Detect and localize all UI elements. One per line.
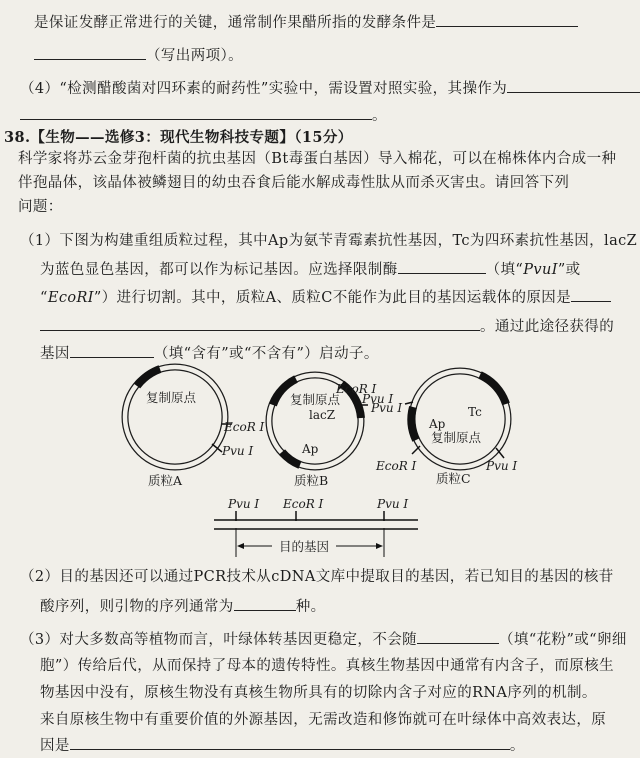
q38-p1-line1: （1）下图为构建重组质粒过程，其中Ap为氨苄青霉素抗性基因，Tc为四环素抗性基因，lacZ — [20, 233, 638, 249]
plasmid-b-lacz-label: lacZ — [309, 408, 336, 422]
plasmid-b-pvu-label: Pvu Ⅰ — [371, 401, 403, 415]
q37-line2: （写出两项）。 — [34, 45, 243, 66]
q38-intro-2: 伴孢晶体，该晶体被鳞翅目的幼虫吞食后能水解成毒性肽从而杀灭害虫。请回答下列 — [18, 175, 570, 191]
answer-blank[interactable] — [417, 629, 499, 644]
q38-p3-line4: 来自原核生物中有重要价值的外源基因，无需改造和修饰就可在叶绿体中高效表达，原 — [40, 712, 607, 728]
plasmid-c-ori-label: 复制原点 — [431, 430, 482, 445]
plasmid-a-pvu-label: Pvu Ⅰ — [222, 444, 254, 458]
plasmid-c-pvu-top-label: Pvu Ⅰ — [362, 392, 394, 406]
q38-intro-3: 问题： — [18, 199, 63, 215]
q38-p3-line1: （3）对大多数高等植物而言，叶绿体转基因更稳定，不会随 （填“花粉”或“卵细 — [20, 629, 627, 650]
plasmid-b-ecor-label: EcoR Ⅰ — [336, 382, 377, 396]
target-gene-diagram — [214, 497, 418, 557]
plasmid-b-ap-segment — [282, 452, 300, 465]
q38-p3-line2: 胞”）传给后代，从而保持了母本的遗传特性。真核生物基因中通常有内含子，而原核生 — [40, 658, 615, 674]
plasmid-a-ecor-label: EcoR Ⅰ — [224, 420, 265, 434]
q38-intro-1: 科学家将苏云金芽孢杆菌的抗虫基因（Bt毒蛋白基因）导入棉花，可以在棉株体内合成一种 — [18, 151, 617, 167]
plasmid-a-name: 质粒A — [148, 473, 183, 488]
q38-p2-line2: 酸序列，则引物的序列通常为 种。 — [40, 596, 326, 617]
gene-ecor-label: EcoR Ⅰ — [283, 497, 324, 511]
plasmid-c-ap-segment — [411, 407, 416, 440]
gene-pvu-left-label: Pvu Ⅰ — [228, 497, 260, 511]
plasmid-c — [361, 371, 517, 486]
q38-p2-line1: （2）目的基因还可以通过PCR技术从cDNA文库中提取目的基因，若已知目的基因的核苷 — [20, 569, 614, 585]
plasmid-c-name: 质粒C — [436, 471, 471, 486]
gene-pvu-right-label: Pvu Ⅰ — [377, 497, 409, 511]
q38-p3-line5: 因是 。 — [40, 735, 525, 756]
q38-p1-line4: 。通过此途径获得的 — [40, 316, 614, 337]
q37-line1: 是保证发酵正常进行的关键，通常制作果醋所指的发酵条件是 — [34, 12, 578, 33]
plasmid-a-ori-label: 复制原点 — [146, 390, 197, 405]
plasmid-a-ori-segment — [137, 369, 160, 386]
plasmid-c-pvu-label: Pvu Ⅰ — [486, 459, 518, 473]
plasmid-c-ap-label: Ap — [429, 417, 446, 431]
plasmid-c-tc-segment — [480, 375, 506, 404]
q37-item4: （4）“检测醋酸菌对四环素的耐药性”实验中，需设置对照实验，其操作为 — [20, 78, 640, 99]
q38-heading: 38.【生物——选修3：现代生物科技专题】（15分） — [4, 129, 353, 146]
q37-item4-cont: 。 — [20, 105, 387, 126]
q38-p1-line2: 为蓝色显色基因，都可以作为标记基因。应选择限制酶 （填“PvuⅠ”或 — [40, 259, 581, 280]
plasmid-b-ori-label: 复制原点 — [290, 392, 341, 407]
answer-blank[interactable] — [234, 596, 296, 611]
q38-p1-line5: 基因 （填“含有”或“不含有”）启动子。 — [40, 343, 379, 364]
plasmid-b-ap-label: Ap — [302, 442, 319, 456]
gene-label: 目的基因 — [279, 539, 330, 554]
answer-blank[interactable] — [70, 735, 510, 750]
q38-p1-line3: “EcoRⅠ”）进行切割。其中，质粒A、质粒C不能作为此目的基因运载体的原因是 — [40, 287, 611, 308]
q38-p3-line3: 物基因中没有，原核生物没有真核生物所具有的切除内含子对应的RNA序列的机制。 — [40, 685, 597, 701]
plasmid-c-ecor-label: EcoR Ⅰ — [376, 459, 417, 473]
plasmid-b-name: 质粒B — [294, 473, 329, 488]
plasmid-c-tc-label: Tc — [468, 405, 482, 419]
plasmid-a — [125, 367, 265, 488]
